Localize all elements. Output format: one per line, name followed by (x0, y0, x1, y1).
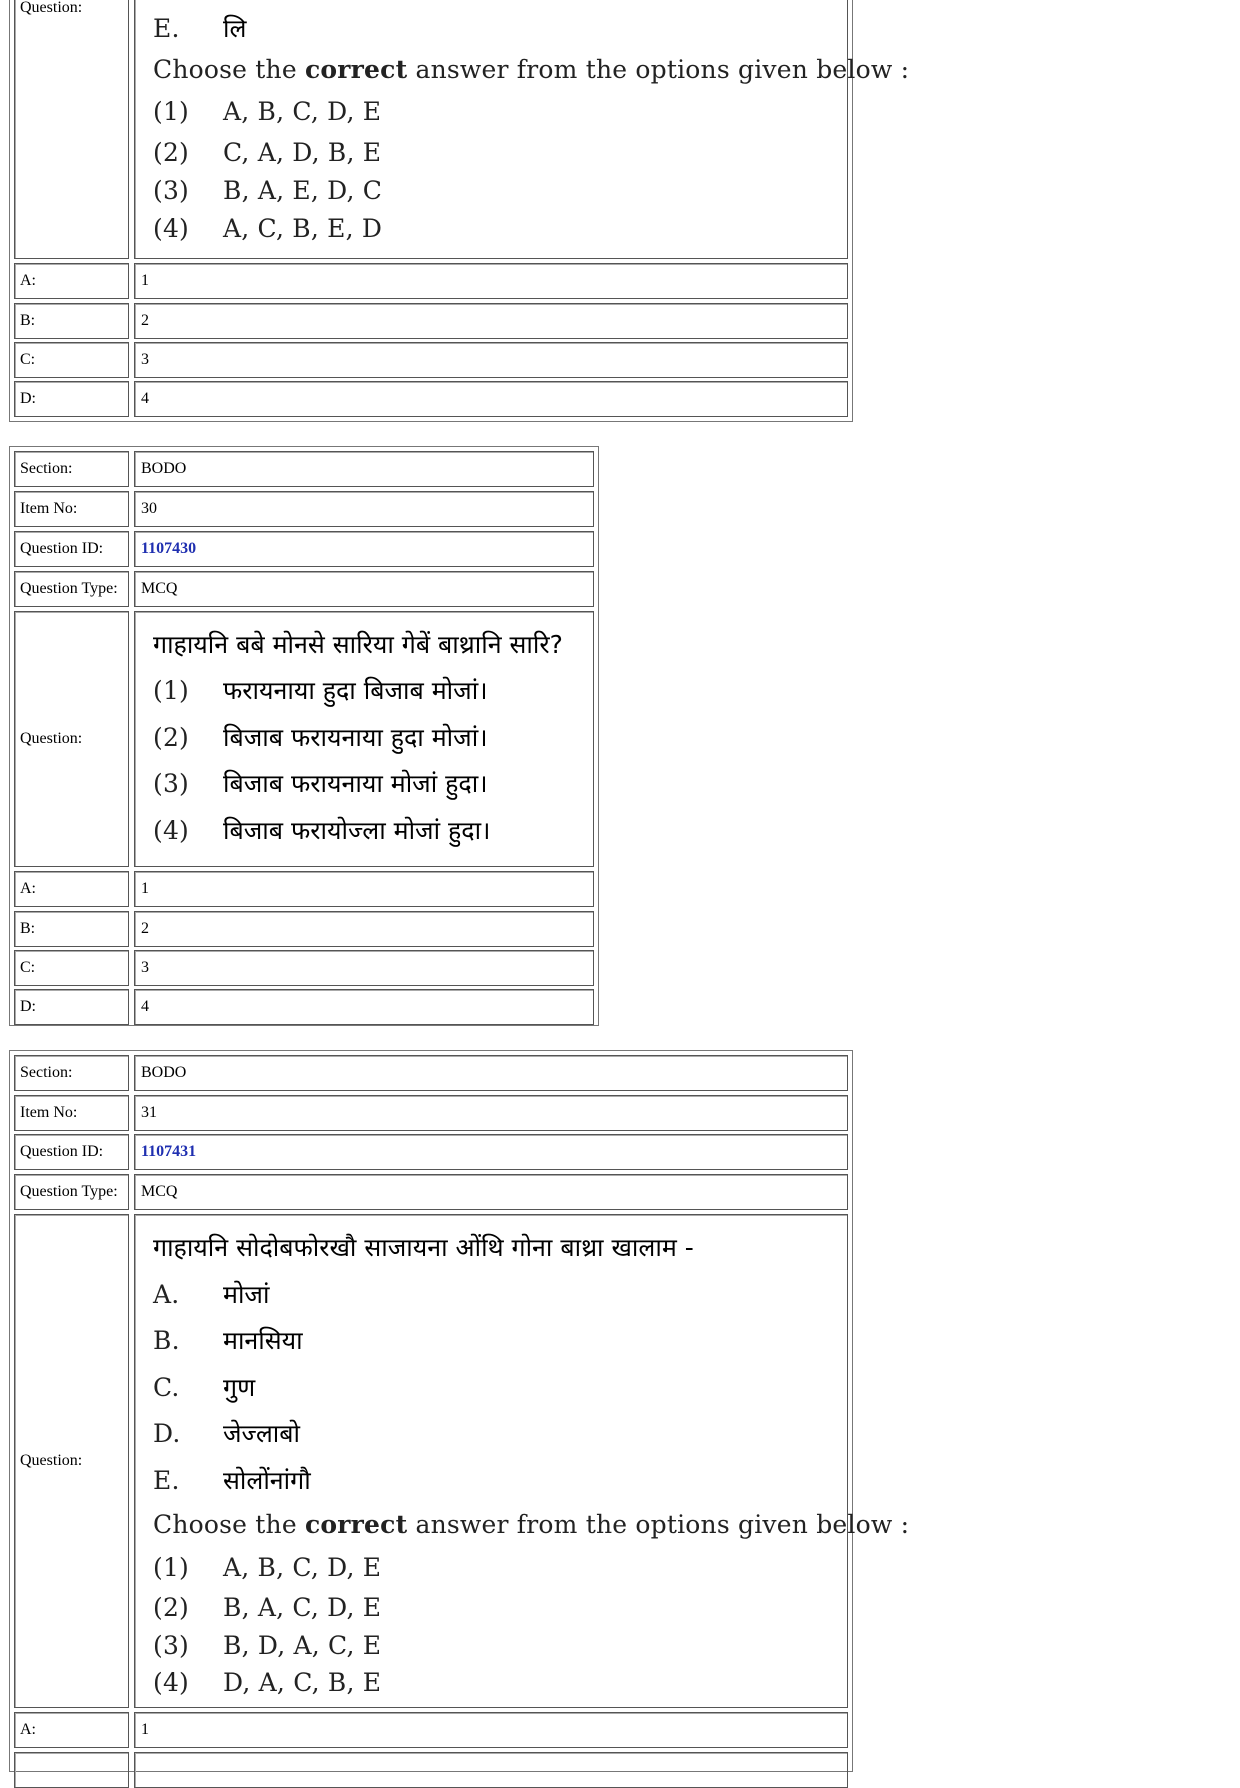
question-body: गाहायनि सोदोबफोरखौ साजायना ओंथि गोना बाथ्रा खालाम - A. मोजां B. मानसिया C. गुण D. जेज्लाबो E. सोलोंनांगौ Choose the correct answer from the options given below : (1) A, B, C, D, E (2) B, A, C, D, E (3) B, D, A, C, E (4) D, A, C, B, E (153, 1233, 910, 1697)
question-id-value: 1107431 (134, 1134, 848, 1170)
answer-c-label: C: (14, 950, 129, 986)
question-label: Question: (14, 1214, 129, 1708)
section-label: Section: (14, 1055, 129, 1091)
option-text: लि (223, 14, 247, 43)
question-id-value: 1107430 (134, 531, 594, 567)
section-value: BODO (134, 1055, 848, 1091)
answer-d-value: 4 (134, 989, 594, 1025)
answer-c-label: C: (14, 342, 129, 378)
question-block-30 (9, 446, 599, 1026)
answer-a-value: 1 (134, 263, 848, 299)
answer-b-label: B: (14, 911, 129, 947)
question-type-label: Question Type: (14, 1174, 129, 1210)
question-type-label: Question Type: (14, 571, 129, 607)
question-label: Question: (14, 0, 129, 259)
question-body: गाहायनि बबे मोनसे सारिया गेबें बाथ्रानि सारि? (1) फरायनाया हुदा बिजाब मोजां। (2) बिजाब फरायनाया हुदा मोजां। (3) बिजाब फरायनाया मोजां हुदा। (4) बिजाब फरायोज्ला मोजां हुदा। (153, 630, 563, 845)
instruction-text: Choose the correct answer from the options given below : (153, 55, 910, 84)
answer-b-value: 2 (134, 911, 594, 947)
question-stem: गाहायनि सोदोबफोरखौ साजायना ओंथि गोना बाथ्रा खालाम - (153, 1233, 694, 1262)
answer-a-label: A: (14, 871, 129, 907)
question-label: Question: (14, 611, 129, 867)
answer-a-value: 1 (134, 1712, 848, 1748)
answer-d-value: 4 (134, 381, 848, 417)
answer-a-label: A: (14, 263, 129, 299)
answer-b-label: B: (14, 303, 129, 339)
item-no-value: 30 (134, 491, 594, 527)
question-id-label: Question ID: (14, 531, 129, 567)
question-content (134, 1214, 910, 1708)
answer-b-label-partial (14, 1752, 129, 1788)
question-content (134, 0, 910, 259)
answer-c-value: 3 (134, 950, 594, 986)
question-id-label: Question ID: (14, 1134, 129, 1170)
item-no-value: 31 (134, 1095, 848, 1131)
question-block-29 (9, 0, 910, 422)
answer-d-label: D: (14, 381, 129, 417)
instruction-text: Choose the correct answer from the options given below : (153, 1510, 910, 1539)
item-no-label: Item No: (14, 491, 129, 527)
question-type-value: MCQ (134, 571, 594, 607)
answer-b-value-partial (134, 1752, 848, 1788)
question-block-31 (9, 1050, 910, 1772)
answer-c-value: 3 (134, 342, 848, 378)
question-type-value: MCQ (134, 1174, 848, 1210)
item-no-label: Item No: (14, 1095, 129, 1131)
answer-a-value: 1 (134, 871, 594, 907)
answer-b-value: 2 (134, 303, 848, 339)
option-letter: E. (153, 14, 180, 43)
answer-d-label: D: (14, 989, 129, 1025)
question-content (134, 611, 594, 867)
section-value: BODO (134, 451, 594, 487)
section-label: Section: (14, 451, 129, 487)
answer-a-label: A: (14, 1712, 129, 1748)
question-body: E. लि Choose the correct answer from the options given below : (1) A, B, C, D, E (2) C, A, D, B, E (3) B, A, E, D, C (4) A, C, B, E, D (153, 14, 910, 243)
question-stem: गाहायनि बबे मोनसे सारिया गेबें बाथ्रानि सारि? (153, 630, 563, 659)
